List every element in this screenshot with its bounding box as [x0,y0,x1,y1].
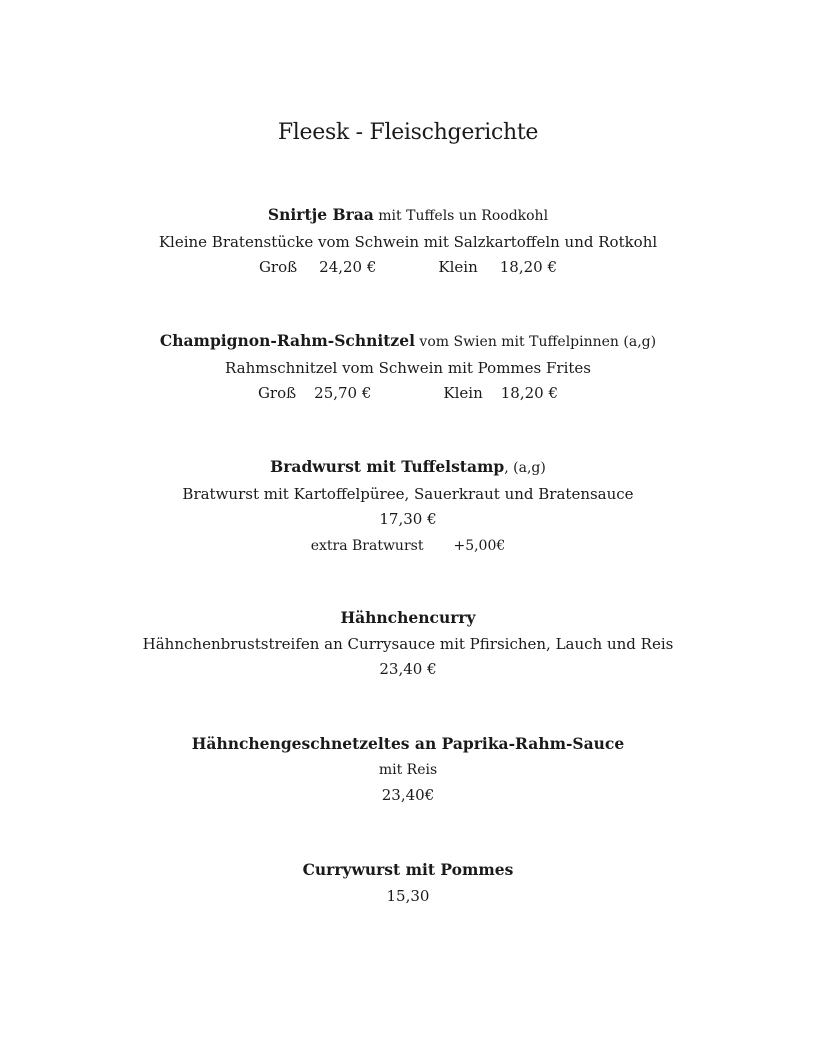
size-label-small: Klein [438,258,478,276]
extra-label: extra Bratwurst [310,537,424,554]
dish-description: Rahmschnitzel vom Schwein mit Pommes Frites [225,358,591,377]
dish-snirtje-braa [0,202,816,281]
dish-price: 17,30 € [379,510,437,528]
size-label-large: Groß [258,258,298,276]
dish-name: Hähnchengeschnetzeltes an Paprika-Rahm-Sauce [191,734,625,753]
dish-haehnchencurry [0,605,816,683]
size-prices [0,255,816,281]
size-label-large: Groß [257,384,297,402]
dish-bradwurst [0,454,816,559]
size-label-small: Klein [443,384,483,402]
dish-haehnchengeschnetzeltes [0,731,816,809]
dish-description: mit Reis [378,761,438,778]
size-price-small: 18,20 € [500,384,559,402]
extra-price: +5,00€ [453,537,506,554]
dish-champignon-rahm-schnitzel [0,328,816,407]
size-price-large: 24,20 € [319,258,377,276]
dish-heading [0,328,816,356]
dish-price: 15,30 [386,886,430,905]
dish-description: Bratwurst mit Kartoffelpüree, Sauerkraut und Bratensauce [182,484,634,503]
dish-heading [0,202,816,230]
dish-heading [0,605,816,632]
dish-name-suffix: vom Swien mit Tuffelpinnen (a,g) [414,334,657,350]
dish-description: Kleine Bratenstücke vom Schwein mit Salzkartoffeln und Rotkohl [158,232,658,251]
dish-name: Bradwurst mit Tuffelstamp [270,457,505,476]
size-prices [0,381,816,407]
dish-name: Champignon-Rahm-Schnitzel [159,331,415,350]
dish-name: Snirtje Braa [267,205,374,224]
page-title: Fleesk - Fleischgerichte [277,120,539,145]
dish-price: 23,40€ [381,786,435,804]
dish-heading [0,857,816,884]
size-price-small: 18,20 € [499,258,558,276]
dish-name-suffix: , (a,g) [504,460,546,476]
dish-price: 23,40 € [379,660,437,678]
dish-name: Currywurst mit Pommes [302,860,514,879]
dish-name: Hähnchencurry [340,608,476,627]
dish-currywurst [0,857,816,909]
size-price-large: 25,70 € [314,384,372,402]
dish-name-suffix: mit Tuffels un Roodkohl [373,208,549,224]
dish-heading [0,454,816,482]
dish-description: Hähnchenbruststreifen an Currysauce mit Pfirsichen, Lauch und Reis [142,634,674,653]
extra-option [0,533,816,560]
dish-heading [0,731,816,758]
